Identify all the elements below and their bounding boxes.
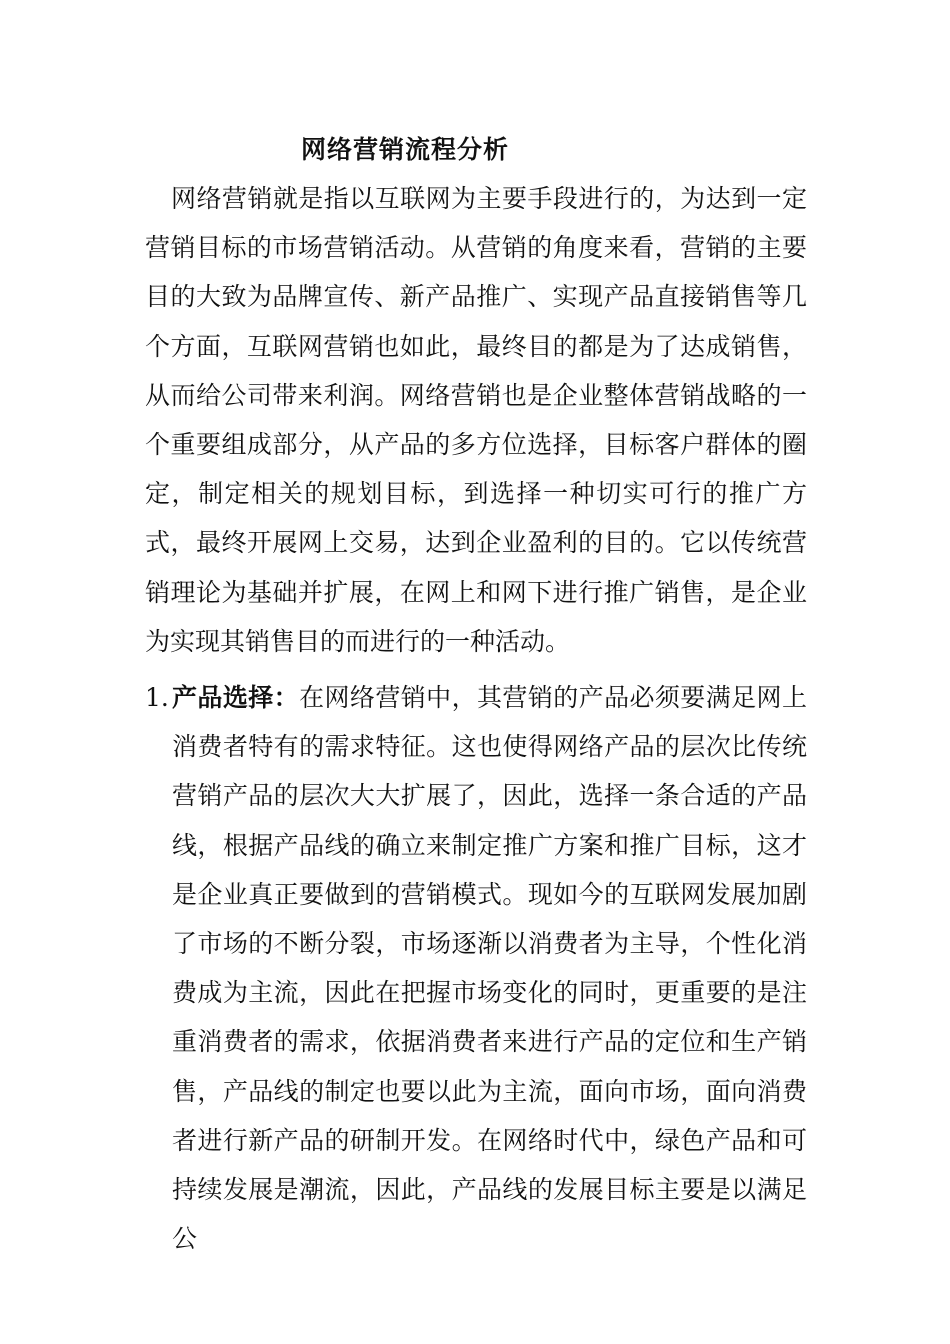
document-title: 网络营销流程分析 [300, 135, 509, 164]
list-item-number: 1. [145, 683, 169, 712]
list-item-product-selection [145, 673, 807, 1263]
list-item-heading: 产品选择： [172, 683, 300, 712]
intro-paragraph: 网络营销就是指以互联网为主要手段进行的，为达到一定营销目标的市场营销活动。从营销的角度来看，营销的主要目的大致为品牌宣传、新产品推广、实现产品直接销售等几个方面，互联网营销也如此，最终目的都是为了达成销售，从而给公司带来利润。网络营销也是企业整体营销战略的一个重要组成部分，从产品的多方位选择，目标客户群体的圈定，制定相关的规划目标，到选择一种切实可行的推广方式，最终开展网上交易，达到企业盈利的目的。它以传统营销理论为基础并扩展，在网上和网下进行推广销售，是企业为实现其销售目的而进行的一种活动。 [145, 184, 807, 656]
list-item-text: 在网络营销中，其营销的产品必须要满足网上消费者特有的需求特征。这也使得网络产品的层次比传统营销产品的层次大大扩展了，因此，选择一条合适的产品线，根据产品线的确立来制定推广方案和推广目标，这才是企业真正要做到的营销模式。现如今的互联网发展加剧了市场的不断分裂，市场逐渐以消费者为主导，个性化消费成为主流，因此在把握市场变化的同时，更重要的是注重消费者的需求，依据消费者来进行产品的定位和生产销售，产品线的制定也要以此为主流，面向市场，面向消费者进行新产品的研制开发。在网络时代中，绿色产品和可持续发展是潮流，因此，产品线的发展目标主要是以满足公 [172, 683, 807, 1254]
